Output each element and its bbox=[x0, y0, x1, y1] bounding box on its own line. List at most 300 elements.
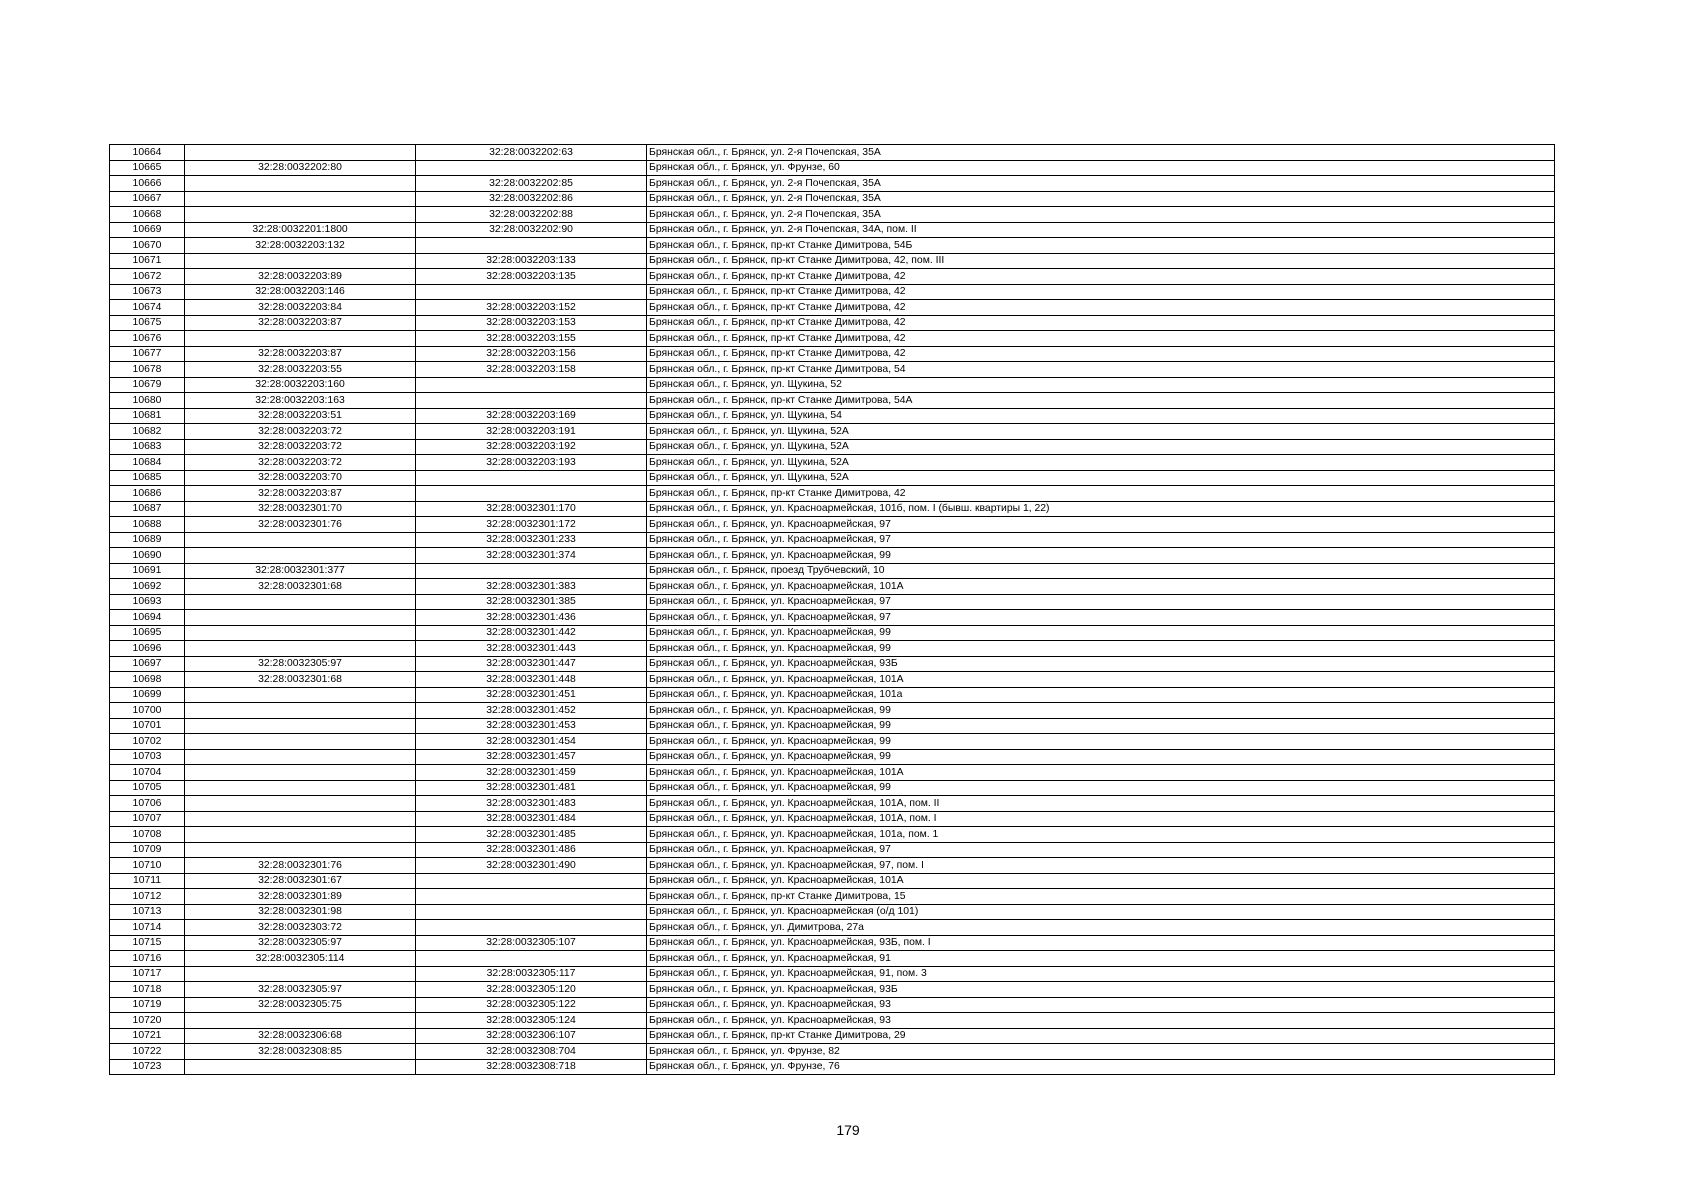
cadastral-number-cell bbox=[185, 145, 416, 161]
address-cell: Брянская обл., г. Брянск, ул. Щукина, 52А bbox=[647, 424, 1555, 440]
cadastral-number-cell: 32:28:0032301:436 bbox=[416, 610, 647, 626]
cadastral-number-cell: 32:28:0032203:163 bbox=[185, 393, 416, 409]
page-number: 179 bbox=[836, 1122, 860, 1138]
table-row bbox=[110, 1013, 1555, 1029]
row-number-cell: 10672 bbox=[110, 269, 185, 285]
cadastral-number-cell bbox=[416, 920, 647, 936]
cadastral-number-cell: 32:28:0032203:70 bbox=[185, 470, 416, 486]
cadastral-number-cell bbox=[185, 610, 416, 626]
row-number-cell: 10665 bbox=[110, 160, 185, 176]
cadastral-number-cell: 32:28:0032202:63 bbox=[416, 145, 647, 161]
table-row bbox=[110, 563, 1555, 579]
cadastral-number-cell: 32:28:0032301:67 bbox=[185, 873, 416, 889]
address-cell: Брянская обл., г. Брянск, ул. Красноармейская, 99 bbox=[647, 641, 1555, 657]
row-number-cell: 10719 bbox=[110, 997, 185, 1013]
cadastral-number-cell bbox=[185, 1013, 416, 1029]
cadastral-number-cell bbox=[185, 548, 416, 564]
cadastral-number-cell: 32:28:0032301:70 bbox=[185, 501, 416, 517]
table-row bbox=[110, 300, 1555, 316]
table-row bbox=[110, 765, 1555, 781]
cadastral-number-cell: 32:28:0032301:484 bbox=[416, 811, 647, 827]
address-cell: Брянская обл., г. Брянск, ул. Красноармейская, 93 bbox=[647, 997, 1555, 1013]
cadastral-number-cell bbox=[185, 1059, 416, 1075]
address-cell: Брянская обл., г. Брянск, ул. Красноармейская, 101А, пом. II bbox=[647, 796, 1555, 812]
table-row bbox=[110, 997, 1555, 1013]
cadastral-number-cell: 32:28:0032203:55 bbox=[185, 362, 416, 378]
cadastral-number-cell bbox=[416, 486, 647, 502]
cadastral-number-cell: 32:28:0032301:76 bbox=[185, 517, 416, 533]
table-row bbox=[110, 625, 1555, 641]
row-number-cell: 10682 bbox=[110, 424, 185, 440]
cadastral-number-cell bbox=[416, 873, 647, 889]
cadastral-number-cell: 32:28:0032202:86 bbox=[416, 191, 647, 207]
cadastral-number-cell bbox=[416, 951, 647, 967]
cadastral-number-cell: 32:28:0032202:80 bbox=[185, 160, 416, 176]
row-number-cell: 10690 bbox=[110, 548, 185, 564]
address-cell: Брянская обл., г. Брянск, проезд Трубчевский, 10 bbox=[647, 563, 1555, 579]
address-cell: Брянская обл., г. Брянск, пр-кт Станке Димитрова, 42, пом. III bbox=[647, 253, 1555, 269]
cadastral-number-cell: 32:28:0032301:483 bbox=[416, 796, 647, 812]
address-cell: Брянская обл., г. Брянск, пр-кт Станке Димитрова, 54 bbox=[647, 362, 1555, 378]
table-row bbox=[110, 160, 1555, 176]
table-row bbox=[110, 982, 1555, 998]
cadastral-number-cell bbox=[185, 718, 416, 734]
address-cell: Брянская обл., г. Брянск, ул. Красноармейская, 99 bbox=[647, 625, 1555, 641]
cadastral-number-cell: 32:28:0032203:72 bbox=[185, 455, 416, 471]
cadastral-number-cell: 32:28:0032203:192 bbox=[416, 439, 647, 455]
table-row bbox=[110, 191, 1555, 207]
table-row bbox=[110, 393, 1555, 409]
cadastral-number-cell: 32:28:0032203:87 bbox=[185, 346, 416, 362]
row-number-cell: 10717 bbox=[110, 966, 185, 982]
cadastral-number-cell: 32:28:0032301:481 bbox=[416, 780, 647, 796]
address-cell: Брянская обл., г. Брянск, ул. 2-я Почепская, 35А bbox=[647, 191, 1555, 207]
cadastral-number-cell: 32:28:0032305:97 bbox=[185, 656, 416, 672]
cadastral-number-cell: 32:28:0032203:153 bbox=[416, 315, 647, 331]
table-row bbox=[110, 238, 1555, 254]
address-cell: Брянская обл., г. Брянск, ул. Красноармейская, 97, пом. I bbox=[647, 858, 1555, 874]
row-number-cell: 10699 bbox=[110, 687, 185, 703]
cadastral-number-cell: 32:28:0032203:132 bbox=[185, 238, 416, 254]
cadastral-number-cell: 32:28:0032301:98 bbox=[185, 904, 416, 920]
address-cell: Брянская обл., г. Брянск, ул. 2-я Почепская, 35А bbox=[647, 207, 1555, 223]
cadastral-number-cell: 32:28:0032301:457 bbox=[416, 749, 647, 765]
row-number-cell: 10676 bbox=[110, 331, 185, 347]
cadastral-number-cell: 32:28:0032301:68 bbox=[185, 579, 416, 595]
row-number-cell: 10706 bbox=[110, 796, 185, 812]
address-cell: Брянская обл., г. Брянск, ул. Красноармейская, 99 bbox=[647, 749, 1555, 765]
table-row bbox=[110, 656, 1555, 672]
address-cell: Брянская обл., г. Брянск, пр-кт Станке Димитрова, 42 bbox=[647, 331, 1555, 347]
cadastral-number-cell: 32:28:0032305:75 bbox=[185, 997, 416, 1013]
address-cell: Брянская обл., г. Брянск, ул. Красноармейская, 101А, пом. I bbox=[647, 811, 1555, 827]
cadastral-number-cell: 32:28:0032301:172 bbox=[416, 517, 647, 533]
cadastral-number-cell: 32:28:0032308:85 bbox=[185, 1044, 416, 1060]
cadastral-number-cell bbox=[185, 749, 416, 765]
cadastral-number-cell bbox=[185, 796, 416, 812]
address-cell: Брянская обл., г. Брянск, ул. Красноармейская, 93 bbox=[647, 1013, 1555, 1029]
address-cell: Брянская обл., г. Брянск, ул. Щукина, 52 bbox=[647, 377, 1555, 393]
row-number-cell: 10698 bbox=[110, 672, 185, 688]
cadastral-number-cell bbox=[416, 284, 647, 300]
cadastral-number-cell bbox=[416, 393, 647, 409]
address-cell: Брянская обл., г. Брянск, пр-кт Станке Димитрова, 54А bbox=[647, 393, 1555, 409]
table-row bbox=[110, 780, 1555, 796]
cadastral-number-cell: 32:28:0032203:191 bbox=[416, 424, 647, 440]
table-row bbox=[110, 377, 1555, 393]
cadastral-number-cell bbox=[416, 160, 647, 176]
cadastral-number-cell: 32:28:0032203:158 bbox=[416, 362, 647, 378]
address-cell: Брянская обл., г. Брянск, ул. Красноармейская, 101а bbox=[647, 687, 1555, 703]
row-number-cell: 10664 bbox=[110, 145, 185, 161]
cadastral-number-cell bbox=[185, 176, 416, 192]
table-row bbox=[110, 346, 1555, 362]
cadastral-number-cell: 32:28:0032301:490 bbox=[416, 858, 647, 874]
address-cell: Брянская обл., г. Брянск, ул. Красноармейская, 99 bbox=[647, 548, 1555, 564]
cadastral-number-cell bbox=[185, 780, 416, 796]
cadastral-number-cell: 32:28:0032203:84 bbox=[185, 300, 416, 316]
row-number-cell: 10711 bbox=[110, 873, 185, 889]
row-number-cell: 10694 bbox=[110, 610, 185, 626]
table-row bbox=[110, 827, 1555, 843]
table-row bbox=[110, 966, 1555, 982]
address-cell: Брянская обл., г. Брянск, ул. Фрунзе, 76 bbox=[647, 1059, 1555, 1075]
table-row bbox=[110, 222, 1555, 238]
address-cell: Брянская обл., г. Брянск, ул. Фрунзе, 60 bbox=[647, 160, 1555, 176]
cadastral-number-cell: 32:28:0032305:107 bbox=[416, 935, 647, 951]
table-row bbox=[110, 935, 1555, 951]
cadastral-number-cell: 32:28:0032308:704 bbox=[416, 1044, 647, 1060]
address-cell: Брянская обл., г. Брянск, ул. Красноармейская, 101б, пом. I (бывш. квартиры 1, 22) bbox=[647, 501, 1555, 517]
cadastral-number-cell: 32:28:0032301:383 bbox=[416, 579, 647, 595]
row-number-cell: 10684 bbox=[110, 455, 185, 471]
table-row bbox=[110, 873, 1555, 889]
row-number-cell: 10716 bbox=[110, 951, 185, 967]
cadastral-number-cell bbox=[185, 966, 416, 982]
table-row bbox=[110, 470, 1555, 486]
address-cell: Брянская обл., г. Брянск, ул. Красноармейская, 101А bbox=[647, 765, 1555, 781]
cadastral-number-cell: 32:28:0032306:107 bbox=[416, 1028, 647, 1044]
table-row bbox=[110, 904, 1555, 920]
address-cell: Брянская обл., г. Брянск, ул. 2-я Почепская, 35А bbox=[647, 176, 1555, 192]
row-number-cell: 10679 bbox=[110, 377, 185, 393]
cadastral-number-cell: 32:28:0032305:97 bbox=[185, 935, 416, 951]
address-cell: Брянская обл., г. Брянск, ул. Щукина, 52А bbox=[647, 455, 1555, 471]
cadastral-number-cell: 32:28:0032301:486 bbox=[416, 842, 647, 858]
cadastral-number-cell: 32:28:0032203:89 bbox=[185, 269, 416, 285]
cadastral-number-cell bbox=[185, 827, 416, 843]
cadastral-number-cell: 32:28:0032301:451 bbox=[416, 687, 647, 703]
row-number-cell: 10720 bbox=[110, 1013, 185, 1029]
cadastral-number-cell: 32:28:0032203:87 bbox=[185, 486, 416, 502]
row-number-cell: 10691 bbox=[110, 563, 185, 579]
cadastral-number-cell: 32:28:0032203:169 bbox=[416, 408, 647, 424]
row-number-cell: 10709 bbox=[110, 842, 185, 858]
cadastral-number-cell bbox=[185, 191, 416, 207]
cadastral-number-cell: 32:28:0032203:133 bbox=[416, 253, 647, 269]
cadastral-number-cell bbox=[185, 811, 416, 827]
row-number-cell: 10693 bbox=[110, 594, 185, 610]
row-number-cell: 10701 bbox=[110, 718, 185, 734]
row-number-cell: 10669 bbox=[110, 222, 185, 238]
cadastral-number-cell bbox=[185, 331, 416, 347]
address-cell: Брянская обл., г. Брянск, ул. Красноармейская, 97 bbox=[647, 517, 1555, 533]
row-number-cell: 10680 bbox=[110, 393, 185, 409]
cadastral-number-cell bbox=[185, 641, 416, 657]
row-number-cell: 10722 bbox=[110, 1044, 185, 1060]
address-cell: Брянская обл., г. Брянск, пр-кт Станке Димитрова, 42 bbox=[647, 300, 1555, 316]
cadastral-number-cell: 32:28:0032203:156 bbox=[416, 346, 647, 362]
table-row bbox=[110, 362, 1555, 378]
row-number-cell: 10714 bbox=[110, 920, 185, 936]
address-cell: Брянская обл., г. Брянск, пр-кт Станке Димитрова, 15 bbox=[647, 889, 1555, 905]
row-number-cell: 10687 bbox=[110, 501, 185, 517]
table-row bbox=[110, 207, 1555, 223]
row-number-cell: 10695 bbox=[110, 625, 185, 641]
row-number-cell: 10667 bbox=[110, 191, 185, 207]
cadastral-number-cell: 32:28:0032301:443 bbox=[416, 641, 647, 657]
address-cell: Брянская обл., г. Брянск, ул. Щукина, 52А bbox=[647, 470, 1555, 486]
address-cell: Брянская обл., г. Брянск, ул. Красноармейская, 99 bbox=[647, 718, 1555, 734]
row-number-cell: 10689 bbox=[110, 532, 185, 548]
cadastral-number-cell: 32:28:0032203:193 bbox=[416, 455, 647, 471]
row-number-cell: 10723 bbox=[110, 1059, 185, 1075]
cadastral-number-cell: 32:28:0032305:117 bbox=[416, 966, 647, 982]
address-cell: Брянская обл., г. Брянск, ул. Красноармейская, 101А bbox=[647, 672, 1555, 688]
cadastral-number-cell: 32:28:0032203:87 bbox=[185, 315, 416, 331]
row-number-cell: 10688 bbox=[110, 517, 185, 533]
cadastral-number-cell: 32:28:0032305:122 bbox=[416, 997, 647, 1013]
address-cell: Брянская обл., г. Брянск, пр-кт Станке Димитрова, 42 bbox=[647, 315, 1555, 331]
address-cell: Брянская обл., г. Брянск, ул. Красноармейская, 101А bbox=[647, 579, 1555, 595]
cadastral-number-cell bbox=[185, 765, 416, 781]
address-cell: Брянская обл., г. Брянск, пр-кт Станке Димитрова, 42 bbox=[647, 284, 1555, 300]
cadastral-number-cell: 32:28:0032305:120 bbox=[416, 982, 647, 998]
cadastral-number-cell: 32:28:0032301:170 bbox=[416, 501, 647, 517]
table-row bbox=[110, 842, 1555, 858]
row-number-cell: 10712 bbox=[110, 889, 185, 905]
cadastral-number-cell bbox=[416, 904, 647, 920]
address-cell: Брянская обл., г. Брянск, ул. Красноармейская, 101А bbox=[647, 873, 1555, 889]
address-cell: Брянская обл., г. Брянск, ул. Красноармейская, 99 bbox=[647, 780, 1555, 796]
address-cell: Брянская обл., г. Брянск, ул. Красноармейская, 97 bbox=[647, 610, 1555, 626]
cadastral-number-cell bbox=[185, 532, 416, 548]
address-cell: Брянская обл., г. Брянск, ул. Красноармейская, 97 bbox=[647, 842, 1555, 858]
table-row bbox=[110, 687, 1555, 703]
cadastral-number-cell bbox=[185, 703, 416, 719]
table-row bbox=[110, 1044, 1555, 1060]
row-number-cell: 10702 bbox=[110, 734, 185, 750]
table-row bbox=[110, 424, 1555, 440]
row-number-cell: 10713 bbox=[110, 904, 185, 920]
row-number-cell: 10697 bbox=[110, 656, 185, 672]
address-cell: Брянская обл., г. Брянск, ул. Красноармейская, 101а, пом. 1 bbox=[647, 827, 1555, 843]
table-row bbox=[110, 517, 1555, 533]
table-row bbox=[110, 749, 1555, 765]
address-cell: Брянская обл., г. Брянск, пр-кт Станке Димитрова, 29 bbox=[647, 1028, 1555, 1044]
cadastral-number-cell bbox=[416, 377, 647, 393]
table-row bbox=[110, 641, 1555, 657]
cadastral-number-cell: 32:28:0032301:233 bbox=[416, 532, 647, 548]
cadastral-number-cell bbox=[185, 687, 416, 703]
table-row bbox=[110, 331, 1555, 347]
address-cell: Брянская обл., г. Брянск, ул. Щукина, 54 bbox=[647, 408, 1555, 424]
row-number-cell: 10692 bbox=[110, 579, 185, 595]
cadastral-number-cell: 32:28:0032301:452 bbox=[416, 703, 647, 719]
table-row bbox=[110, 548, 1555, 564]
row-number-cell: 10696 bbox=[110, 641, 185, 657]
table-row bbox=[110, 269, 1555, 285]
cadastral-number-cell: 32:28:0032301:454 bbox=[416, 734, 647, 750]
table-row bbox=[110, 501, 1555, 517]
row-number-cell: 10700 bbox=[110, 703, 185, 719]
address-cell: Брянская обл., г. Брянск, ул. Красноармейская, 91, пом. 3 bbox=[647, 966, 1555, 982]
row-number-cell: 10710 bbox=[110, 858, 185, 874]
row-number-cell: 10670 bbox=[110, 238, 185, 254]
row-number-cell: 10675 bbox=[110, 315, 185, 331]
table-row bbox=[110, 315, 1555, 331]
row-number-cell: 10683 bbox=[110, 439, 185, 455]
cadastral-number-cell: 32:28:0032301:68 bbox=[185, 672, 416, 688]
cadastral-number-cell: 32:28:0032202:88 bbox=[416, 207, 647, 223]
row-number-cell: 10715 bbox=[110, 935, 185, 951]
cadastral-number-cell: 32:28:0032308:718 bbox=[416, 1059, 647, 1075]
cadastral-number-cell: 32:28:0032301:447 bbox=[416, 656, 647, 672]
cadastral-number-cell: 32:28:0032301:374 bbox=[416, 548, 647, 564]
cadastral-number-cell: 32:28:0032203:155 bbox=[416, 331, 647, 347]
table-row bbox=[110, 408, 1555, 424]
registry-table bbox=[109, 144, 1555, 1075]
cadastral-number-cell: 32:28:0032203:135 bbox=[416, 269, 647, 285]
row-number-cell: 10681 bbox=[110, 408, 185, 424]
row-number-cell: 10668 bbox=[110, 207, 185, 223]
address-cell: Брянская обл., г. Брянск, ул. Фрунзе, 82 bbox=[647, 1044, 1555, 1060]
table-row bbox=[110, 796, 1555, 812]
cadastral-number-cell: 32:28:0032203:72 bbox=[185, 439, 416, 455]
address-cell: Брянская обл., г. Брянск, ул. Красноармейская, 93Б bbox=[647, 982, 1555, 998]
cadastral-number-cell bbox=[416, 889, 647, 905]
cadastral-number-cell bbox=[416, 563, 647, 579]
address-cell: Брянская обл., г. Брянск, ул. Красноармейская, 97 bbox=[647, 532, 1555, 548]
table-row bbox=[110, 858, 1555, 874]
table-row bbox=[110, 1059, 1555, 1075]
address-cell: Брянская обл., г. Брянск, ул. Красноармейская, 97 bbox=[647, 594, 1555, 610]
address-cell: Брянская обл., г. Брянск, ул. Красноармейская, 99 bbox=[647, 734, 1555, 750]
table-row bbox=[110, 176, 1555, 192]
cadastral-number-cell: 32:28:0032201:1800 bbox=[185, 222, 416, 238]
address-cell: Брянская обл., г. Брянск, пр-кт Станке Димитрова, 42 bbox=[647, 486, 1555, 502]
row-number-cell: 10703 bbox=[110, 749, 185, 765]
table-row bbox=[110, 253, 1555, 269]
table-row bbox=[110, 610, 1555, 626]
cadastral-number-cell bbox=[416, 470, 647, 486]
address-cell: Брянская обл., г. Брянск, ул. 2-я Почепская, 34А, пом. II bbox=[647, 222, 1555, 238]
cadastral-number-cell: 32:28:0032305:124 bbox=[416, 1013, 647, 1029]
table-row bbox=[110, 486, 1555, 502]
cadastral-number-cell bbox=[185, 625, 416, 641]
row-number-cell: 10704 bbox=[110, 765, 185, 781]
row-number-cell: 10707 bbox=[110, 811, 185, 827]
cadastral-number-cell: 32:28:0032303:72 bbox=[185, 920, 416, 936]
row-number-cell: 10686 bbox=[110, 486, 185, 502]
table-row bbox=[110, 703, 1555, 719]
row-number-cell: 10673 bbox=[110, 284, 185, 300]
table-row bbox=[110, 579, 1555, 595]
address-cell: Брянская обл., г. Брянск, пр-кт Станке Димитрова, 42 bbox=[647, 269, 1555, 285]
table-row bbox=[110, 811, 1555, 827]
cadastral-number-cell: 32:28:0032301:76 bbox=[185, 858, 416, 874]
cadastral-number-cell: 32:28:0032305:97 bbox=[185, 982, 416, 998]
cadastral-number-cell bbox=[185, 594, 416, 610]
cadastral-number-cell: 32:28:0032301:485 bbox=[416, 827, 647, 843]
row-number-cell: 10666 bbox=[110, 176, 185, 192]
address-cell: Брянская обл., г. Брянск, ул. Красноармейская, 93Б, пом. I bbox=[647, 935, 1555, 951]
address-cell: Брянская обл., г. Брянск, ул. Щукина, 52А bbox=[647, 439, 1555, 455]
address-cell: Брянская обл., г. Брянск, ул. Димитрова, 27а bbox=[647, 920, 1555, 936]
cadastral-number-cell: 32:28:0032301:385 bbox=[416, 594, 647, 610]
row-number-cell: 10708 bbox=[110, 827, 185, 843]
cadastral-number-cell: 32:28:0032306:68 bbox=[185, 1028, 416, 1044]
cadastral-number-cell: 32:28:0032203:160 bbox=[185, 377, 416, 393]
cadastral-number-cell: 32:28:0032203:72 bbox=[185, 424, 416, 440]
address-cell: Брянская обл., г. Брянск, ул. Красноармейская, 99 bbox=[647, 703, 1555, 719]
registry-table-body bbox=[110, 145, 1555, 1075]
table-row bbox=[110, 920, 1555, 936]
cadastral-number-cell: 32:28:0032301:89 bbox=[185, 889, 416, 905]
table-row bbox=[110, 284, 1555, 300]
table-row bbox=[110, 951, 1555, 967]
table-row bbox=[110, 455, 1555, 471]
table-row bbox=[110, 718, 1555, 734]
cadastral-number-cell: 32:28:0032202:90 bbox=[416, 222, 647, 238]
address-cell: Брянская обл., г. Брянск, ул. Красноармейская, 93Б bbox=[647, 656, 1555, 672]
table-row bbox=[110, 594, 1555, 610]
cadastral-number-cell bbox=[185, 207, 416, 223]
cadastral-number-cell: 32:28:0032203:51 bbox=[185, 408, 416, 424]
table-row bbox=[110, 1028, 1555, 1044]
cadastral-number-cell: 32:28:0032305:114 bbox=[185, 951, 416, 967]
cadastral-number-cell bbox=[185, 253, 416, 269]
cadastral-number-cell: 32:28:0032301:453 bbox=[416, 718, 647, 734]
address-cell: Брянская обл., г. Брянск, ул. 2-я Почепская, 35А bbox=[647, 145, 1555, 161]
cadastral-number-cell: 32:28:0032301:448 bbox=[416, 672, 647, 688]
table-row bbox=[110, 145, 1555, 161]
row-number-cell: 10678 bbox=[110, 362, 185, 378]
cadastral-number-cell: 32:28:0032301:377 bbox=[185, 563, 416, 579]
row-number-cell: 10685 bbox=[110, 470, 185, 486]
address-cell: Брянская обл., г. Брянск, пр-кт Станке Димитрова, 54Б bbox=[647, 238, 1555, 254]
table-row bbox=[110, 672, 1555, 688]
cadastral-number-cell: 32:28:0032301:442 bbox=[416, 625, 647, 641]
row-number-cell: 10705 bbox=[110, 780, 185, 796]
cadastral-number-cell: 32:28:0032203:146 bbox=[185, 284, 416, 300]
cadastral-number-cell: 32:28:0032202:85 bbox=[416, 176, 647, 192]
table-row bbox=[110, 439, 1555, 455]
row-number-cell: 10718 bbox=[110, 982, 185, 998]
row-number-cell: 10721 bbox=[110, 1028, 185, 1044]
cadastral-number-cell bbox=[416, 238, 647, 254]
cadastral-number-cell: 32:28:0032301:459 bbox=[416, 765, 647, 781]
address-cell: Брянская обл., г. Брянск, ул. Красноармейская, 91 bbox=[647, 951, 1555, 967]
table-row bbox=[110, 532, 1555, 548]
row-number-cell: 10671 bbox=[110, 253, 185, 269]
cadastral-number-cell bbox=[185, 734, 416, 750]
table-row bbox=[110, 889, 1555, 905]
row-number-cell: 10677 bbox=[110, 346, 185, 362]
table-row bbox=[110, 734, 1555, 750]
cadastral-number-cell bbox=[185, 842, 416, 858]
row-number-cell: 10674 bbox=[110, 300, 185, 316]
